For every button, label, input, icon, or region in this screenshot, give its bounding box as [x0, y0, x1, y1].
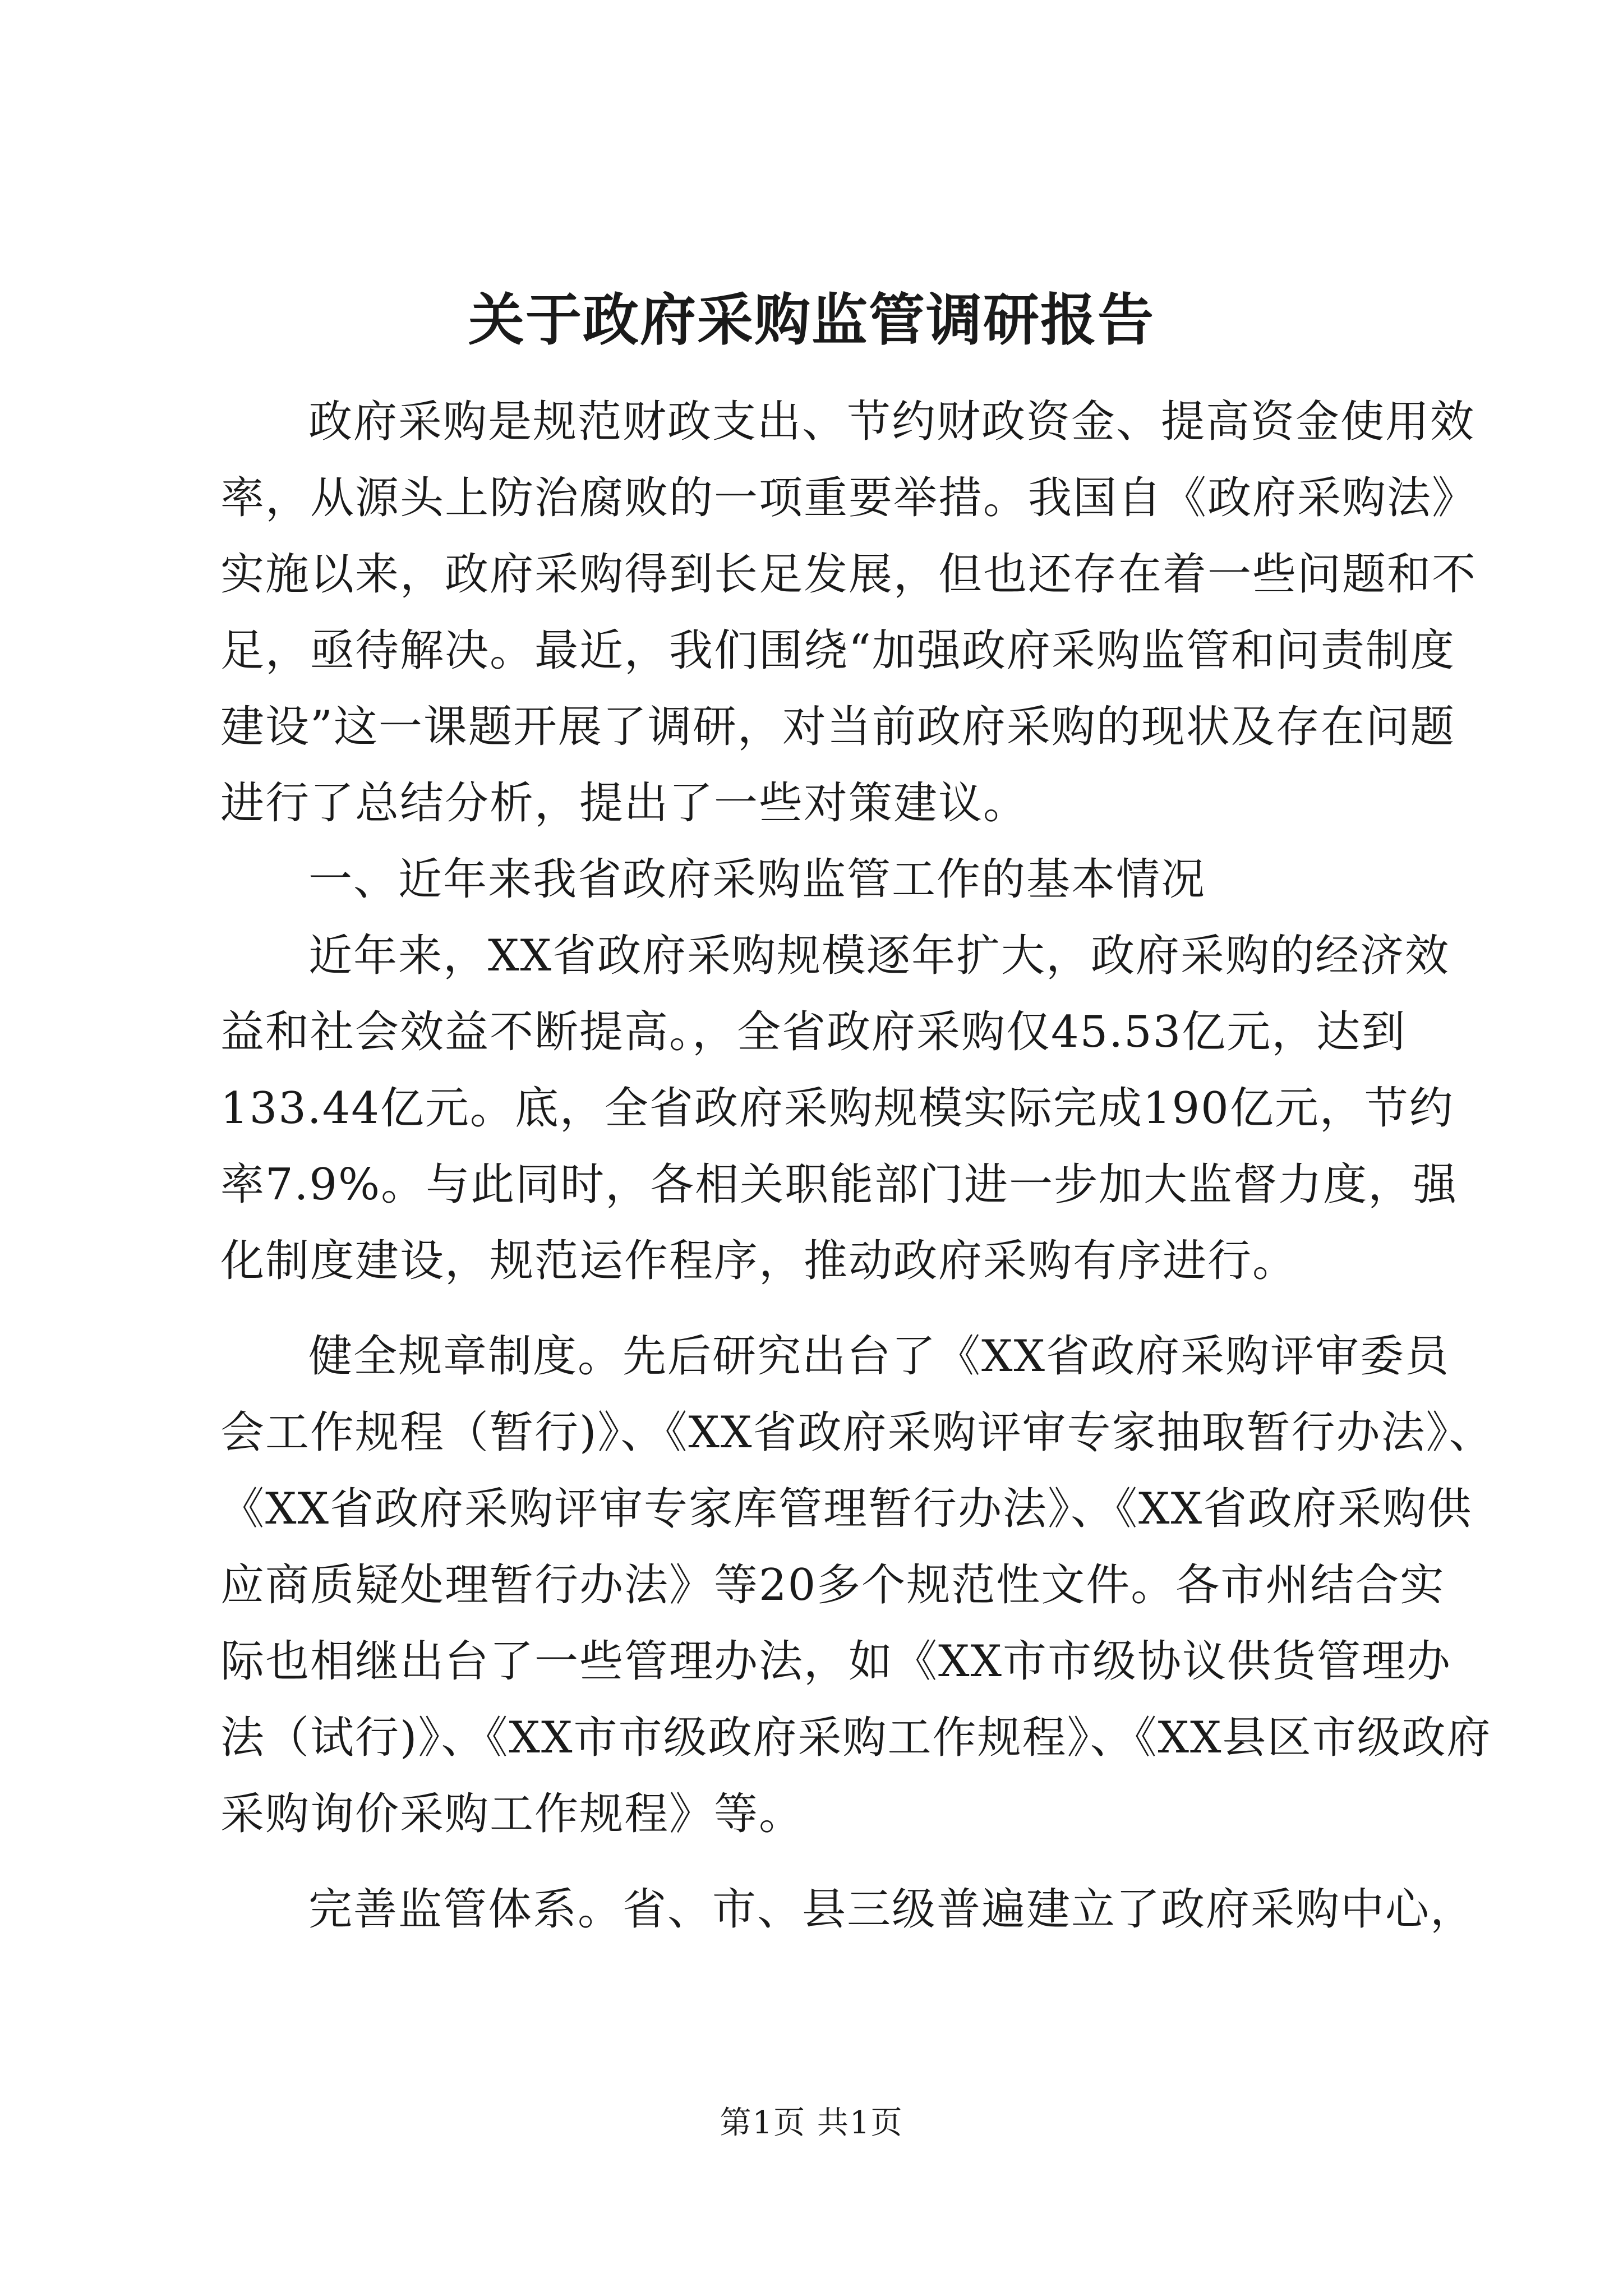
paragraph-line: 健全规章制度。先后研究出台了《XX省政府采购评审委员 [308, 1331, 1450, 1382]
paragraph-regulations [220, 1318, 1494, 1852]
paragraph-supervision [220, 1871, 1476, 1948]
document-body [220, 384, 1494, 1948]
paragraph-spacer [220, 1852, 1437, 1871]
paragraph-line: 化制度建设，规范运作程序，推动政府采购有序进行。 [220, 1236, 1298, 1286]
paragraph-overview [220, 918, 1458, 1299]
paragraph-intro [220, 384, 1477, 841]
paragraph-line: 率，从源头上防治腐败的一项重要举措。我国自《政府采购法》 [220, 473, 1477, 523]
paragraph-line: 近年来，XX省政府采购规模逐年扩大，政府采购的经济效 [308, 931, 1450, 981]
paragraph-spacer [220, 1299, 1437, 1318]
section-heading-text: 一、近年来我省政府采购监管工作的基本情况 [308, 854, 1206, 905]
document-title: 关于政府采购监管调研报告 [468, 287, 1155, 353]
paragraph-line: 133.44亿元。底，全省政府采购规模实际完成190亿元，节约 [220, 1083, 1454, 1134]
paragraph-line: 益和社会效益不断提高。，全省政府采购仅45.53亿元，达到 [220, 1007, 1407, 1057]
paragraph-line: 足，亟待解决。最近，我们围绕“加强政府采购监管和问责制度 [220, 625, 1455, 676]
paragraph-line: 建设”这一课题开展了调研，对当前政府采购的现状及存在问题 [220, 702, 1455, 752]
paragraph-line: 实施以来，政府采购得到长足发展，但也还存在着一些问题和不 [220, 549, 1477, 600]
page-footer: 第1页 共1页 [720, 2105, 903, 2141]
paragraph-line: 《XX省政府采购评审专家库管理暂行办法》、《XX省政府采购供 [220, 1484, 1473, 1534]
paragraph-line: 际也相继出台了一些管理办法，如《XX市市级协议供货管理办 [220, 1636, 1452, 1687]
paragraph-line: 会工作规程（暂行)》、《XX省政府采购评审专家抽取暂行办法》、 [220, 1407, 1494, 1458]
paragraph-line: 率7.9%。与此同时，各相关职能部门进一步加大监督力度，强 [220, 1159, 1458, 1210]
paragraph-line: 法（试行)》、《XX市市级政府采购工作规程》、《XX县区市级政府 [220, 1713, 1492, 1763]
paragraph-line: 进行了总结分析，提出了一些对策建议。 [220, 778, 1029, 829]
paragraph-line: 应商质疑处理暂行办法》等20多个规范性文件。各市州结合实 [220, 1560, 1445, 1611]
paragraph-line: 完善监管体系。省、市、县三级普遍建立了政府采购中心， [308, 1884, 1476, 1935]
paragraph-line: 政府采购是规范财政支出、节约财政资金、提高资金使用效 [308, 397, 1476, 447]
paragraph-line: 采购询价采购工作规程》等。 [220, 1789, 804, 1839]
section-heading [220, 841, 1437, 918]
